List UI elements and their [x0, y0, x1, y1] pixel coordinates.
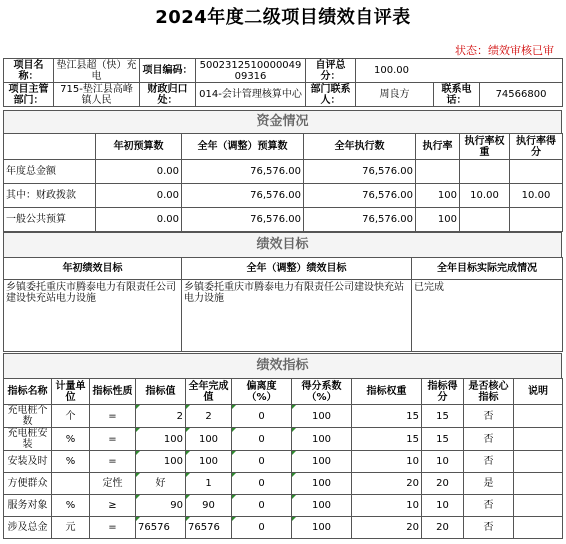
ind-cell: 是 [464, 473, 514, 495]
ind-cell: 10 [422, 495, 464, 517]
ind-cell: 100 [292, 405, 352, 428]
goals-section-header: 绩效目标 [3, 232, 562, 258]
ind-header-score: 指标得分 [422, 379, 464, 405]
table-row [4, 184, 563, 208]
ind-header-completed: 全年完成值 [186, 379, 232, 405]
project-code-label: 项目编码： [140, 59, 196, 83]
ind-cell: 100 [136, 451, 186, 473]
ind-cell [514, 405, 563, 428]
funds-cell: 76,576.00 [304, 184, 416, 208]
project-code-value: 500231251000004909316 [196, 59, 306, 83]
goal-actual-text: 已完成 [412, 280, 563, 352]
status-badge: 状态：绩效审核已审 [455, 44, 554, 57]
ind-cell: 20 [352, 517, 422, 539]
ind-cell: % [52, 495, 90, 517]
ind-cell: ≥ [90, 495, 136, 517]
indicators-table [3, 378, 563, 539]
ind-cell: 好 [136, 473, 186, 495]
ind-cell: 0 [232, 428, 292, 451]
ind-cell [514, 428, 563, 451]
funds-cell: 76,576.00 [182, 208, 304, 232]
ind-name: 安装及时 [4, 451, 52, 473]
funds-row-label: 一般公共预算 [4, 208, 96, 232]
project-name-value: 垫江县超（快）充电 [54, 59, 140, 83]
ind-cell: 20 [422, 517, 464, 539]
funds-cell: 76,576.00 [182, 184, 304, 208]
funds-table [3, 133, 563, 232]
funds-header-initial: 年初预算数 [96, 134, 182, 160]
finance-label: 财政归口处： [140, 83, 196, 107]
phone-label: 联系电话： [434, 83, 480, 107]
ind-name: 充电桩安装 [4, 428, 52, 451]
funds-header-executed: 全年执行数 [304, 134, 416, 160]
ind-cell: 否 [464, 428, 514, 451]
ind-header-coefficient: 得分系数（%） [292, 379, 352, 405]
ind-cell [514, 495, 563, 517]
ind-cell: 否 [464, 405, 514, 428]
funds-cell: 0.00 [96, 184, 182, 208]
ind-cell: 0 [232, 451, 292, 473]
ind-header-name: 指标名称 [4, 379, 52, 405]
contact-value: 周良方 [356, 83, 434, 107]
funds-cell [510, 208, 563, 232]
ind-header-value: 指标值 [136, 379, 186, 405]
funds-section-header: 资金情况 [3, 110, 562, 134]
ind-cell [514, 473, 563, 495]
self-score-value: 100.00 [356, 59, 563, 83]
ind-name: 服务对象 [4, 495, 52, 517]
funds-cell: 10.00 [460, 184, 510, 208]
indicators-section-header: 绩效指标 [3, 353, 562, 379]
project-info-table [3, 58, 563, 107]
funds-header-score: 执行率得分 [510, 134, 563, 160]
table-row [4, 451, 563, 473]
ind-cell: = [90, 405, 136, 428]
ind-cell: 元 [52, 517, 90, 539]
ind-cell: = [90, 428, 136, 451]
ind-cell: 100 [292, 495, 352, 517]
table-row [4, 160, 563, 184]
ind-name: 充电桩个数 [4, 405, 52, 428]
ind-name: 涉及总金 [4, 517, 52, 539]
ind-cell: 100 [186, 451, 232, 473]
table-row [4, 208, 563, 232]
ind-cell: = [90, 451, 136, 473]
funds-cell: 0.00 [96, 208, 182, 232]
ind-cell: 100 [292, 473, 352, 495]
goal-initial-text: 乡镇委托重庆市腾泰电力有限责任公司建设快充站电力设施 [4, 280, 182, 352]
funds-cell: 76,576.00 [304, 208, 416, 232]
table-row [4, 517, 563, 539]
funds-cell: 76,576.00 [182, 160, 304, 184]
table-row [4, 495, 563, 517]
ind-cell: 否 [464, 495, 514, 517]
ind-cell: 100 [136, 428, 186, 451]
ind-cell: 个 [52, 405, 90, 428]
ind-header-note: 说明 [514, 379, 563, 405]
ind-cell: % [52, 451, 90, 473]
ind-cell: 否 [464, 451, 514, 473]
ind-cell: 2 [136, 405, 186, 428]
ind-cell: 10 [352, 495, 422, 517]
ind-cell: 76576 [136, 517, 186, 539]
funds-row-label: 年度总金额 [4, 160, 96, 184]
ind-header-core: 是否核心指标 [464, 379, 514, 405]
dept-label: 项目主管部门： [4, 83, 54, 107]
ind-cell [514, 517, 563, 539]
ind-cell [514, 451, 563, 473]
table-row [4, 473, 563, 495]
ind-cell: 15 [422, 428, 464, 451]
funds-row-label: 其中：财政拨款 [4, 184, 96, 208]
goals-header-adjusted: 全年（调整）绩效目标 [182, 258, 412, 280]
ind-cell: 76576 [186, 517, 232, 539]
funds-cell [510, 160, 563, 184]
funds-cell [460, 208, 510, 232]
ind-name: 方便群众 [4, 473, 52, 495]
funds-header-adjusted: 全年（调整）预算数 [182, 134, 304, 160]
page-title: 2024年度二级项目绩效自评表 [155, 7, 411, 28]
ind-cell: 100 [292, 517, 352, 539]
ind-cell: 100 [186, 428, 232, 451]
ind-header-deviation: 偏离度（%） [232, 379, 292, 405]
table-row [4, 405, 563, 428]
funds-header-blank [4, 134, 96, 160]
ind-cell: 0 [232, 517, 292, 539]
ind-header-weight: 指标权重 [352, 379, 422, 405]
ind-cell: 否 [464, 517, 514, 539]
funds-header-rate: 执行率 [416, 134, 460, 160]
ind-cell: 10 [352, 451, 422, 473]
ind-cell: 10 [422, 451, 464, 473]
ind-cell [52, 473, 90, 495]
ind-cell: 20 [352, 473, 422, 495]
ind-cell: 90 [186, 495, 232, 517]
phone-value: 74566800 [480, 83, 563, 107]
ind-cell: 15 [422, 405, 464, 428]
ind-cell: % [52, 428, 90, 451]
ind-cell: 15 [352, 405, 422, 428]
funds-cell: 10.00 [510, 184, 563, 208]
ind-header-nature: 指标性质 [90, 379, 136, 405]
goals-header-initial: 年初绩效目标 [4, 258, 182, 280]
ind-cell: = [90, 517, 136, 539]
ind-cell: 2 [186, 405, 232, 428]
goals-header-actual: 全年目标实际完成情况 [412, 258, 563, 280]
ind-cell: 20 [422, 473, 464, 495]
funds-cell [416, 160, 460, 184]
funds-cell: 100 [416, 208, 460, 232]
dept-value: 715-垫江县高峰镇人民 [54, 83, 140, 107]
contact-label: 部门联系人： [306, 83, 356, 107]
funds-cell: 76,576.00 [304, 160, 416, 184]
ind-header-unit: 计量单位 [52, 379, 90, 405]
finance-value: 014-会计管理核算中心 [196, 83, 306, 107]
ind-cell: 0 [232, 495, 292, 517]
funds-cell: 0.00 [96, 160, 182, 184]
ind-cell: 0 [232, 405, 292, 428]
ind-cell: 15 [352, 428, 422, 451]
ind-cell: 100 [292, 451, 352, 473]
table-row [4, 428, 563, 451]
ind-cell: 100 [292, 428, 352, 451]
goals-table [3, 257, 563, 352]
self-score-label: 自评总分： [306, 59, 356, 83]
funds-cell: 100 [416, 184, 460, 208]
ind-cell: 90 [136, 495, 186, 517]
ind-cell: 定性 [90, 473, 136, 495]
project-name-label: 项目名称： [4, 59, 54, 83]
funds-header-weight: 执行率权重 [460, 134, 510, 160]
funds-cell [460, 160, 510, 184]
ind-cell: 1 [186, 473, 232, 495]
goal-adjusted-text: 乡镇委托重庆市腾泰电力有限责任公司建设快充站电力设施 [182, 280, 412, 352]
ind-cell: 0 [232, 473, 292, 495]
